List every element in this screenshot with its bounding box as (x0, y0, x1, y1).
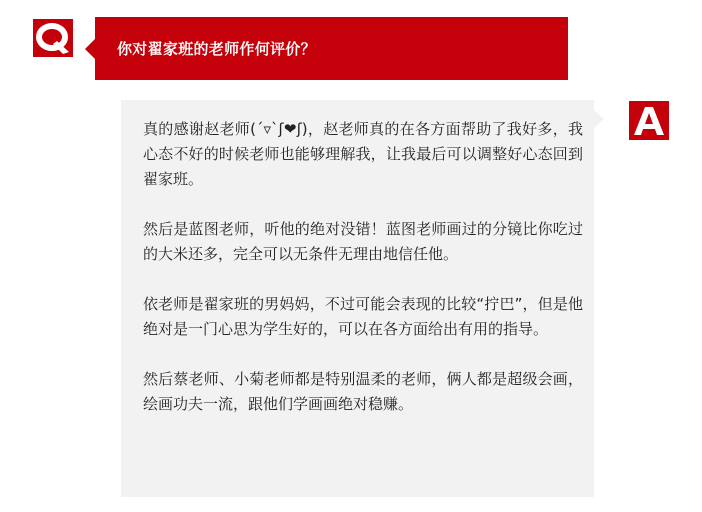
answer-paragraph-4: 然后蔡老师、小菊老师都是特别温柔的老师，俩人都是超级会画，绘画功夫一流，跟他们学画画绝对稳赚。 (143, 370, 583, 413)
answer-paragraph-1-end: ʃ)，赵老师真的在各方面帮助了我好多，我心态不好的时候老师也能够理解我，让我最后可以调整好心态回到翟家班。 (143, 120, 583, 188)
question-text: 你对翟家班的老师作何评价？ (117, 40, 316, 58)
answer-paragraph-1-start: 真的感谢赵老师(´▿`ʃ (143, 120, 284, 138)
answer-paragraph-2: 然后是蓝图老师，听他的绝对没错！蓝图老师画过的分镜比你吃过的大米还多，完全可以无条件无理由地信任他。 (143, 220, 583, 263)
answer-paragraph-3: 依老师是翟家班的男妈妈，不过可能会表现的比较“拧巴”，但是他绝对是一门心思为学生好的，可以在各方面给出有用的指导。 (143, 295, 583, 338)
heart-emoji: ❤ (283, 120, 297, 138)
question-badge (33, 19, 73, 57)
q-letter-icon (33, 19, 73, 57)
answer-body (143, 117, 583, 417)
answer-paragraph-1 (143, 117, 583, 192)
answer-badge (629, 101, 669, 140)
question-bubble (95, 17, 568, 80)
answer-bubble (121, 100, 594, 497)
a-letter-icon (629, 101, 669, 140)
